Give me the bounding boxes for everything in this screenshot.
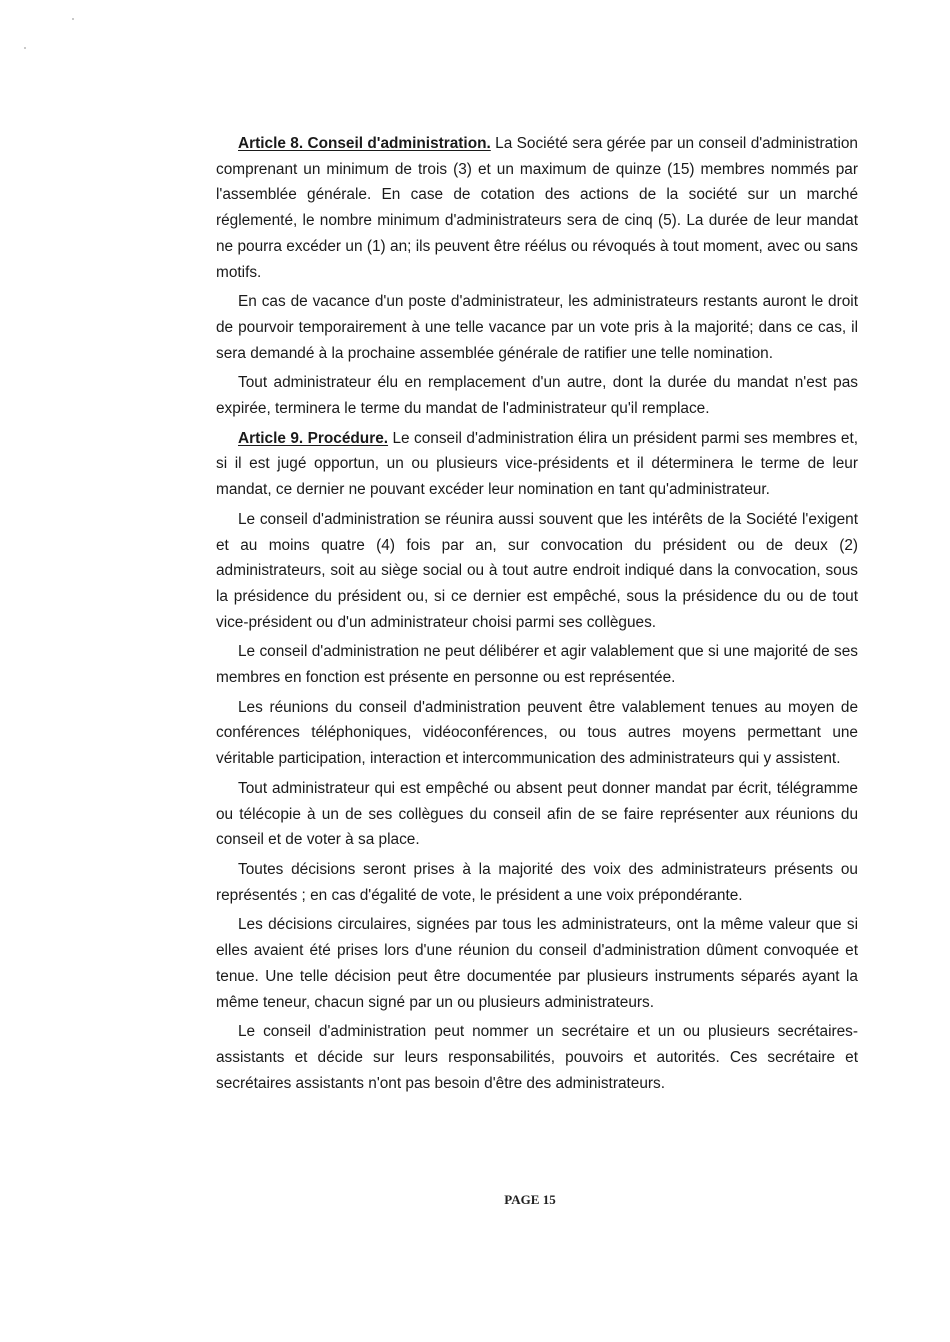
paragraph-text: La Société sera gérée par un conseil d'administration comprenant un minimum de trois (3) et un maximum de quinze (15) membres nommés par l'assemblée générale. En case de cotation des actions de la société sur un marché réglementé, le nombre minimum d'administrateurs sera de cinq (5). La durée de leur mandat ne pourra excéder un (1) an; ils peuvent être réélus ou révoqués à tout moment, avec ou sans motifs. [216,135,858,281]
paragraph [216,776,858,853]
paragraph-text: Le conseil d'administration élira un président parmi ses membres et, si il est jugé opportun, un ou plusieurs vice-présidents et il déterminera le terme de leur mandat, ce dernier ne pouvant excéder leur nomination en tant qu'administrateur. [216,429,858,499]
paragraph-article-8 [216,131,858,285]
article-8-heading: Article 8. Conseil d'administration. [238,135,491,152]
paragraph [216,639,858,690]
paragraph-text: En cas de vacance d'un poste d'administrateur, les administrateurs restants auront le droit de pourvoir temporairement à une telle vacance par un vote pris à la majorité; dans ce cas, il sera demandé à la prochaine assemblée générale de ratifier une telle nomination. [216,293,858,362]
paragraph-text: Le conseil d'administration ne peut délibérer et agir valablement que si une majorité de ses membres en fonction est présente en personne ou est représentée. [216,643,858,687]
article-9-heading: Article 9. Procédure. [238,429,389,447]
paragraph [216,507,858,636]
paragraph-article-9 [216,426,858,503]
paragraph-text: Le conseil d'administration se réunira aussi souvent que les intérêts de la Société l'exigent et au moins quatre (4) fois par an, sur convocation du président ou de deux (2) administrateurs, soit au siège social ou à tout autre endroit indiqué dans la convocation, sous la présidence du président ou, si ce dernier est empêché, sous la présidence du ou de tout vice-président ou d'un administrateur choisi parmi ses collègues. [216,510,858,631]
document-body [216,131,858,1100]
paragraph [216,912,858,1015]
paragraph [216,857,858,908]
paragraph-text: Tout administrateur élu en remplacement d'un autre, dont la durée du mandat n'est pas expirée, terminera le terme du mandat de l'administrateur qu'il remplace. [216,374,858,418]
paragraph-text: Les décisions circulaires, signées par tous les administrateurs, ont la même valeur que si elles avaient été prises lors d'une réunion du conseil d'administration dûment convoquée et tenue. Une telle décision peut être documentée par plusieurs instruments séparés ayant la même teneur, chacun signé par un ou plusieurs administrateurs. [216,916,858,1011]
paragraph [216,370,858,421]
page-number: PAGE 15 [504,1192,556,1207]
paragraph-text: Toutes décisions seront prises à la majorité des voix des administrateurs présents ou représentés ; en cas d'égalité de vote, le président a une voix prépondérante. [216,860,858,904]
paragraph-text: Le conseil d'administration peut nommer un secrétaire et un ou plusieurs secrétaires-assistants et décide sur leurs responsabilités, pouvoirs et autorités. Ces secrétaire et secrétaires assistants n'ont pas besoin d'être des administrateurs. [216,1023,858,1092]
scan-speck [24,47,26,49]
paragraph [216,1019,858,1096]
scan-speck [72,18,74,20]
paragraph-text: Tout administrateur qui est empêché ou absent peut donner mandat par écrit, télégramme ou télécopie à un de ses collègues du conseil afin de se faire représenter aux réunions du conseil et de voter à sa place. [216,779,858,849]
paragraph [216,289,858,366]
paragraph-text: Les réunions du conseil d'administration peuvent être valablement tenues au moyen de conférences téléphoniques, vidéoconférences, ou tous autres moyens permettant une véritable participation, interaction et intercommunication des administrateurs qui y assistent. [216,698,858,768]
paragraph [216,695,858,772]
